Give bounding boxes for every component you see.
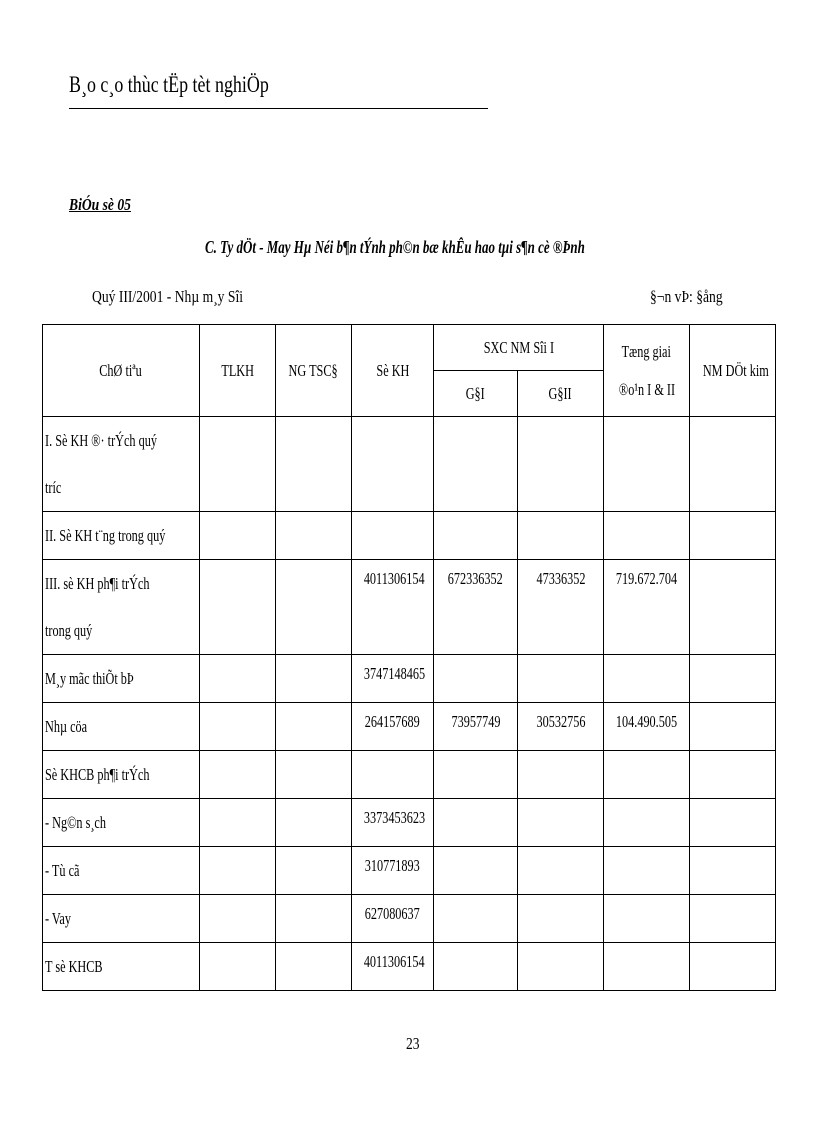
table-row bbox=[43, 703, 776, 751]
cell-tlkh bbox=[200, 751, 276, 799]
cell-gd2 bbox=[518, 751, 604, 799]
cell-so-kh: 4011306154 bbox=[352, 943, 434, 991]
cell-gd1 bbox=[434, 417, 518, 512]
table-row bbox=[43, 751, 776, 799]
cell-tong bbox=[604, 943, 690, 991]
cell-ng-tscd bbox=[276, 703, 352, 751]
row-label: - Vay bbox=[43, 895, 200, 943]
header-ng-tscd: NG TSC§ bbox=[276, 325, 352, 417]
cell-nm-det bbox=[690, 751, 776, 799]
table-row bbox=[43, 847, 776, 895]
table-row bbox=[43, 799, 776, 847]
cell-tong bbox=[604, 895, 690, 943]
cell-so-kh bbox=[352, 751, 434, 799]
cell-gd1 bbox=[434, 655, 518, 703]
cell-gd2 bbox=[518, 799, 604, 847]
cell-gd2 bbox=[518, 655, 604, 703]
row-label: - Tù cã bbox=[43, 847, 200, 895]
cell-tlkh bbox=[200, 847, 276, 895]
cell-tong bbox=[604, 417, 690, 512]
cell-ng-tscd bbox=[276, 751, 352, 799]
table-row bbox=[43, 512, 776, 560]
cell-gd1: 672336352 bbox=[434, 560, 518, 655]
period-label: Quý III/2001 - Nhµ m¸y Sîi bbox=[92, 287, 244, 306]
cell-gd2 bbox=[518, 895, 604, 943]
cell-nm-det bbox=[690, 655, 776, 703]
cell-tlkh bbox=[200, 655, 276, 703]
cell-gd1 bbox=[434, 799, 518, 847]
cell-nm-det bbox=[690, 799, 776, 847]
cell-gd1 bbox=[434, 512, 518, 560]
cell-tlkh bbox=[200, 512, 276, 560]
header-tlkh: TLKH bbox=[200, 325, 276, 417]
row-label: II. Sè KH t¨ng trong quý bbox=[43, 512, 200, 560]
unit-label: §¬n vÞ: §ång bbox=[650, 287, 723, 306]
cell-gd1: 73957749 bbox=[434, 703, 518, 751]
cell-gd1 bbox=[434, 943, 518, 991]
cell-ng-tscd bbox=[276, 943, 352, 991]
cell-so-kh: 264157689 bbox=[352, 703, 434, 751]
row-label: T sè KHCB bbox=[43, 943, 200, 991]
cell-nm-det bbox=[690, 512, 776, 560]
row-label: - Ng©n s¸ch bbox=[43, 799, 200, 847]
cell-gd2: 47336352 bbox=[518, 560, 604, 655]
cell-gd2 bbox=[518, 417, 604, 512]
cell-so-kh bbox=[352, 417, 434, 512]
depreciation-table bbox=[42, 324, 776, 991]
header-so-kh: Sè KH bbox=[352, 325, 434, 417]
cell-ng-tscd bbox=[276, 560, 352, 655]
cell-tong bbox=[604, 799, 690, 847]
cell-nm-det bbox=[690, 417, 776, 512]
header-rule bbox=[69, 108, 488, 109]
cell-so-kh: 4011306154 bbox=[352, 560, 434, 655]
cell-nm-det bbox=[690, 895, 776, 943]
page-number: 23 bbox=[406, 1034, 420, 1053]
report-title: C. Ty dÖt - May Hµ Néi b¶n tÝnh ph©n bæ khÊu hao tµi s¶n cè ®Þnh bbox=[205, 237, 585, 257]
cell-gd1 bbox=[434, 847, 518, 895]
cell-so-kh bbox=[352, 512, 434, 560]
header-nm-det-kim: NM DÖt kim bbox=[690, 325, 776, 417]
cell-tong: 719.672.704 bbox=[604, 560, 690, 655]
table-row bbox=[43, 417, 776, 512]
cell-gd2 bbox=[518, 847, 604, 895]
header-tong: Tæng giai ®o¹n I & II bbox=[604, 325, 690, 417]
cell-tong bbox=[604, 751, 690, 799]
form-label: BiÓu sè 05 bbox=[69, 195, 131, 214]
row-label: I. Sè KH ®· trÝch quý tríc bbox=[43, 417, 200, 512]
row-label: Nhµ cöa bbox=[43, 703, 200, 751]
cell-tlkh bbox=[200, 943, 276, 991]
cell-tong bbox=[604, 847, 690, 895]
row-label: Sè KHCB ph¶i trÝch bbox=[43, 751, 200, 799]
cell-nm-det bbox=[690, 560, 776, 655]
cell-nm-det bbox=[690, 943, 776, 991]
header-sxc-group: SXC NM Sîi I bbox=[434, 325, 604, 371]
cell-ng-tscd bbox=[276, 655, 352, 703]
cell-gd1 bbox=[434, 751, 518, 799]
cell-tlkh bbox=[200, 799, 276, 847]
cell-nm-det bbox=[690, 703, 776, 751]
cell-ng-tscd bbox=[276, 799, 352, 847]
row-label: M¸y mãc thiÕt bÞ bbox=[43, 655, 200, 703]
cell-tong bbox=[604, 512, 690, 560]
cell-so-kh: 3747148465 bbox=[352, 655, 434, 703]
row-label: III. sè KH ph¶i trÝch trong quý bbox=[43, 560, 200, 655]
cell-gd2: 30532756 bbox=[518, 703, 604, 751]
header-gd1: G§I bbox=[434, 371, 518, 417]
cell-gd2 bbox=[518, 512, 604, 560]
cell-nm-det bbox=[690, 847, 776, 895]
cell-tlkh bbox=[200, 560, 276, 655]
table-row bbox=[43, 895, 776, 943]
header-chi-tieu: ChØ tiªu bbox=[43, 325, 200, 417]
cell-ng-tscd bbox=[276, 512, 352, 560]
cell-so-kh: 627080637 bbox=[352, 895, 434, 943]
cell-tlkh bbox=[200, 417, 276, 512]
cell-gd2 bbox=[518, 943, 604, 991]
cell-gd1 bbox=[434, 895, 518, 943]
cell-so-kh: 3373453623 bbox=[352, 799, 434, 847]
cell-ng-tscd bbox=[276, 847, 352, 895]
cell-ng-tscd bbox=[276, 417, 352, 512]
report-header-title: B¸o c¸o thùc tËp tèt nghiÖp bbox=[69, 72, 269, 97]
table-row bbox=[43, 655, 776, 703]
cell-tong: 104.490.505 bbox=[604, 703, 690, 751]
cell-ng-tscd bbox=[276, 895, 352, 943]
cell-tlkh bbox=[200, 895, 276, 943]
header-gd2: G§II bbox=[518, 371, 604, 417]
table-row bbox=[43, 560, 776, 655]
cell-tlkh bbox=[200, 703, 276, 751]
table-row bbox=[43, 943, 776, 991]
cell-tong bbox=[604, 655, 690, 703]
cell-so-kh: 310771893 bbox=[352, 847, 434, 895]
